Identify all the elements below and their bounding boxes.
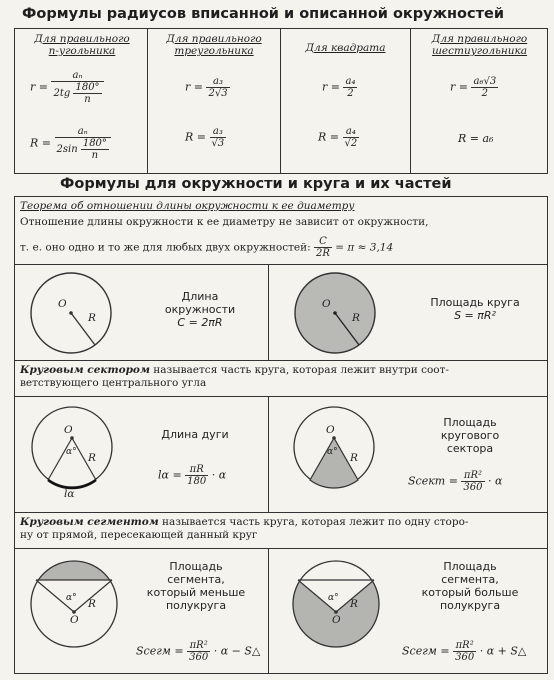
- denominator: 360: [463, 482, 483, 493]
- circle-area-label: [405, 296, 545, 322]
- disk-figure: [290, 268, 380, 358]
- col-divider: [268, 264, 269, 360]
- fraction: [343, 126, 360, 149]
- row-divider: [14, 512, 548, 513]
- header-triangle: [150, 33, 278, 57]
- fraction: [206, 76, 229, 99]
- sector-area-label: [410, 416, 530, 455]
- tail: · α: [488, 474, 503, 488]
- definition-text: ну от прямой, пересекающей данный круг: [20, 529, 258, 541]
- label-line: полукруга: [165, 599, 227, 612]
- theorem-text: т. е. оно одно и то же для любых двух окружностей:: [20, 241, 311, 254]
- radius-line: [48, 438, 72, 480]
- col-divider: [280, 28, 281, 174]
- fraction: [471, 76, 498, 99]
- segment-definition: [20, 516, 468, 542]
- small-segment-label: [128, 560, 264, 612]
- row-divider: [14, 548, 548, 549]
- label-R: R: [350, 598, 358, 610]
- row-divider: [14, 360, 548, 361]
- numerator: πR²: [187, 640, 210, 652]
- fraction: [210, 126, 227, 149]
- lhs: r =: [322, 80, 340, 94]
- label-line: сегмента,: [167, 573, 225, 586]
- circle-figure: [26, 268, 116, 358]
- numerator: a₃: [206, 76, 229, 88]
- lhs: Sсект =: [408, 474, 458, 488]
- ngon-R-formula: [30, 126, 111, 161]
- small-segment-formula: [136, 640, 260, 663]
- label-line: полукруга: [439, 599, 501, 612]
- numerator: 180°: [75, 82, 100, 93]
- header-line: n-угольника: [48, 45, 116, 57]
- numerator: aₙ: [55, 126, 111, 138]
- term: Круговым сегментом: [20, 516, 159, 528]
- lhs: r =: [30, 80, 48, 94]
- fraction: [343, 76, 357, 99]
- label-O: O: [64, 424, 73, 436]
- col-divider: [147, 28, 148, 174]
- fraction: [187, 640, 210, 663]
- label-line: Длина: [181, 290, 219, 303]
- denominator: 2√3: [208, 88, 228, 99]
- denominator: √2: [344, 138, 358, 149]
- row-divider: [14, 396, 548, 397]
- col-divider: [268, 548, 269, 674]
- denominator: [55, 138, 111, 161]
- square-R-formula: [318, 126, 359, 149]
- theorem-title: Теорема об отношении длины окружности к ее диаметру: [20, 200, 355, 212]
- label-line: Площадь: [169, 560, 223, 573]
- lhs: R =: [318, 130, 339, 144]
- fraction: [51, 70, 103, 105]
- hexagon-r-formula: [450, 76, 498, 99]
- fraction: [461, 470, 484, 493]
- tail: · α − S△: [213, 644, 261, 658]
- func: 2tg: [53, 88, 71, 99]
- header-line: шестиугольника: [431, 45, 528, 57]
- square-r-formula: [322, 76, 357, 99]
- circle-length-label: [140, 290, 260, 329]
- label-alpha: α°: [328, 593, 339, 603]
- center-dot: [333, 311, 337, 315]
- hexagon-R-formula: R = a₆: [458, 132, 494, 145]
- numerator: a₃: [210, 126, 227, 138]
- triangle-r-formula: [185, 76, 230, 99]
- label-line: сектора: [446, 442, 494, 455]
- ngon-r-formula: [30, 70, 104, 105]
- label-line: сегмента,: [441, 573, 499, 586]
- lhs: Sсегм =: [136, 644, 184, 658]
- triangle-R-formula: [185, 126, 226, 149]
- fraction: [453, 640, 476, 663]
- arc-highlight: [48, 480, 96, 488]
- denominator: 180: [187, 476, 207, 487]
- numerator: πR²: [453, 640, 476, 652]
- formula: C = 2πR: [177, 316, 223, 329]
- denominator: 360: [189, 652, 209, 663]
- arc-length-formula: [158, 464, 226, 487]
- denominator: 2R: [316, 248, 330, 259]
- lhs: R =: [30, 136, 51, 150]
- label-R: R: [350, 452, 358, 464]
- denominator: 360: [455, 652, 475, 663]
- label-R: R: [88, 598, 96, 610]
- definition-text: называется часть круга, которая лежит по одну сторо-: [158, 516, 469, 528]
- label-line: который больше: [421, 586, 519, 599]
- label-line: Площадь круга: [430, 296, 520, 309]
- header-ngon: [20, 33, 144, 57]
- denominator: √3: [211, 138, 225, 149]
- lhs: R =: [185, 130, 206, 144]
- fraction: [314, 236, 332, 259]
- fraction: [185, 464, 208, 487]
- big-segment-label: [400, 560, 540, 612]
- numerator: a₄: [343, 126, 360, 138]
- lhs: Sсегм =: [402, 644, 450, 658]
- theorem-line1: Отношение длины окружности к ее диаметру не зависит от окружности,: [20, 216, 429, 228]
- section2-title: Формулы для окружности и круга и их частей: [60, 176, 452, 192]
- term: Круговым сектором: [20, 364, 150, 376]
- label-R: R: [88, 452, 96, 464]
- denominator: 2: [481, 88, 489, 99]
- angle-fraction: [73, 82, 101, 105]
- denominator: n: [91, 150, 99, 161]
- sector-area-formula: [408, 470, 502, 493]
- col-divider: [268, 396, 269, 512]
- center-dot: [69, 311, 73, 315]
- label-line: кругового: [440, 429, 500, 442]
- label-line: окружности: [164, 303, 236, 316]
- lhs: lα =: [158, 468, 182, 482]
- header-line: Для правильного: [34, 33, 130, 45]
- fraction: [55, 126, 111, 161]
- numerator: a₆√3: [473, 76, 497, 87]
- label-O: O: [332, 614, 341, 626]
- denominator: 2: [347, 88, 354, 99]
- arc-length-label: Длина дуги: [161, 428, 229, 441]
- lhs: r =: [185, 80, 203, 94]
- label-alpha: α°: [66, 593, 77, 603]
- label-alpha: α°: [327, 447, 338, 457]
- theorem-line2: [20, 236, 393, 259]
- label-O: O: [58, 298, 67, 310]
- header-line: Для правильного: [431, 33, 528, 45]
- func: 2sin: [56, 144, 78, 155]
- label-R: R: [352, 312, 360, 324]
- section1-title: Формулы радиусов вписанной и описанной окружностей: [22, 6, 504, 22]
- tail: · α + S△: [479, 644, 527, 658]
- tail: · α: [211, 468, 227, 482]
- label-la: lα: [64, 488, 75, 500]
- denominator: n: [84, 94, 91, 105]
- numerator: C: [314, 236, 332, 248]
- numerator: πR²: [461, 470, 484, 482]
- col-divider: [410, 28, 411, 174]
- big-segment-formula: [402, 640, 526, 663]
- numerator: 180°: [82, 138, 107, 149]
- definition-text: ветствующего центрального угла: [20, 377, 207, 389]
- denominator: [51, 82, 103, 105]
- label-O: O: [70, 614, 79, 626]
- label-R: R: [88, 312, 96, 324]
- label-line: Площадь: [443, 560, 497, 573]
- numerator: πR: [185, 464, 208, 476]
- label-alpha: α°: [66, 447, 77, 457]
- label-line: который меньше: [146, 586, 246, 599]
- header-line: Для правильного: [166, 33, 262, 45]
- numerator: aₙ: [51, 70, 103, 82]
- label-O: O: [322, 298, 331, 310]
- header-square: [283, 42, 408, 54]
- theorem-tail: = π ≈ 3,14: [335, 241, 394, 254]
- header-hexagon: [413, 33, 546, 57]
- row-divider: [14, 264, 548, 265]
- numerator: a₄: [345, 76, 356, 87]
- header-line: треугольника: [174, 45, 254, 57]
- label-line: Площадь: [443, 416, 497, 429]
- angle-fraction: [81, 138, 109, 161]
- formula: S = πR²: [454, 309, 496, 322]
- definition-text: называется часть круга, которая лежит внутри соот-: [149, 364, 449, 376]
- header-line: Для квадрата: [305, 42, 386, 54]
- label-O: O: [326, 424, 335, 436]
- lhs: r =: [450, 80, 468, 94]
- sector-definition: [20, 364, 449, 390]
